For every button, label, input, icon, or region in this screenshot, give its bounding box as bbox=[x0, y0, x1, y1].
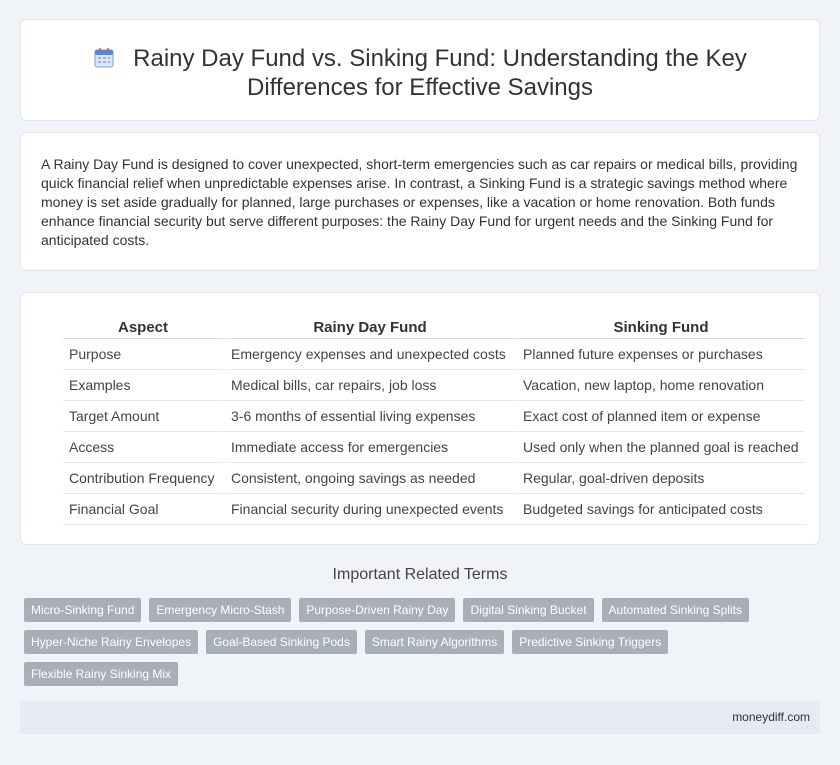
tag-hyper-niche-rainy-envelopes[interactable]: Hyper-Niche Rainy Envelopes bbox=[24, 630, 198, 654]
tag-smart-rainy-algorithms[interactable]: Smart Rainy Algorithms bbox=[365, 630, 504, 654]
table-cell: Financial security during unexpected events bbox=[223, 494, 515, 525]
table-row bbox=[63, 401, 805, 432]
table-cell: Medical bills, car repairs, job loss bbox=[223, 370, 515, 401]
related-terms-heading: Important Related Terms bbox=[332, 566, 508, 583]
table-cell: Exact cost of planned item or expense bbox=[515, 401, 805, 432]
header-aspect: Aspect bbox=[63, 317, 223, 339]
page-title bbox=[61, 44, 779, 102]
table-cell: Regular, goal-driven deposits bbox=[515, 463, 805, 494]
intro-card bbox=[20, 132, 820, 271]
tag-purpose-driven-rainy-day[interactable]: Purpose-Driven Rainy Day bbox=[299, 598, 455, 622]
header-rainy-day-fund: Rainy Day Fund bbox=[223, 317, 515, 339]
table-cell: Examples bbox=[63, 370, 223, 401]
table-cell: Purpose bbox=[63, 339, 223, 370]
table-row bbox=[63, 432, 805, 463]
header-card bbox=[20, 19, 820, 121]
calendar-icon bbox=[93, 47, 115, 69]
table-cell: Used only when the planned goal is reached bbox=[515, 432, 805, 463]
table-cell: Consistent, ongoing savings as needed bbox=[223, 463, 515, 494]
tag-goal-based-sinking-pods[interactable]: Goal-Based Sinking Pods bbox=[206, 630, 357, 654]
table-row bbox=[63, 463, 805, 494]
table-header-row bbox=[63, 317, 805, 339]
tag-automated-sinking-splits[interactable]: Automated Sinking Splits bbox=[602, 598, 749, 622]
table-cell: Financial Goal bbox=[63, 494, 223, 525]
table-cell: 3-6 months of essential living expenses bbox=[223, 401, 515, 432]
related-terms-tags bbox=[24, 598, 804, 686]
table-cell: Target Amount bbox=[63, 401, 223, 432]
tag-digital-sinking-bucket[interactable]: Digital Sinking Bucket bbox=[463, 598, 593, 622]
tag-emergency-micro-stash[interactable]: Emergency Micro-Stash bbox=[149, 598, 291, 622]
comparison-card bbox=[20, 292, 820, 545]
table-cell: Emergency expenses and unexpected costs bbox=[223, 339, 515, 370]
tag-micro-sinking-fund[interactable]: Micro-Sinking Fund bbox=[24, 598, 141, 622]
intro-paragraph: A Rainy Day Fund is designed to cover unexpected, short-term emergencies such as car repairs or medical bills, providing quick financial relief when unpredictable expenses arise. In contrast, a Sinking Fund is a strategic savings method where money is set aside gradually for planned, large purchases or expenses, like a vacation or home renovation. Both funds enhance financial security but serve different purposes: the Rainy Day Fund for urgent needs and the Sinking Fund for anticipated costs. bbox=[41, 156, 798, 248]
table-cell: Contribution Frequency bbox=[63, 463, 223, 494]
table-cell: Budgeted savings for anticipated costs bbox=[515, 494, 805, 525]
table-row bbox=[63, 370, 805, 401]
table-cell: Access bbox=[63, 432, 223, 463]
title-text: Rainy Day Fund vs. Sinking Fund: Understanding the Key Differences for Effective Savings bbox=[133, 45, 747, 101]
tag-predictive-sinking-triggers[interactable]: Predictive Sinking Triggers bbox=[512, 630, 668, 654]
comparison-table bbox=[63, 317, 805, 525]
header-sinking-fund: Sinking Fund bbox=[515, 317, 805, 339]
table-row bbox=[63, 339, 805, 370]
table-cell: Planned future expenses or purchases bbox=[515, 339, 805, 370]
tag-flexible-rainy-sinking-mix[interactable]: Flexible Rainy Sinking Mix bbox=[24, 662, 178, 686]
footer-site-link[interactable]: moneydiff.com bbox=[732, 710, 810, 724]
footer bbox=[20, 701, 820, 734]
table-cell: Vacation, new laptop, home renovation bbox=[515, 370, 805, 401]
table-cell: Immediate access for emergencies bbox=[223, 432, 515, 463]
title-wrap bbox=[61, 44, 779, 102]
table-row bbox=[63, 494, 805, 525]
